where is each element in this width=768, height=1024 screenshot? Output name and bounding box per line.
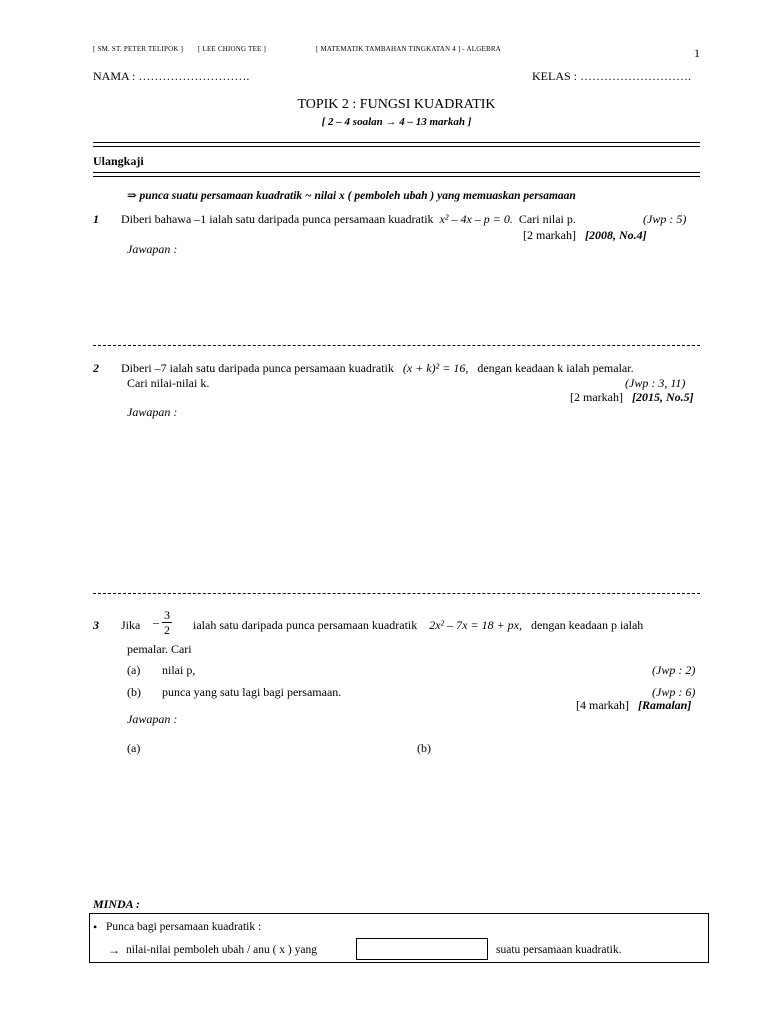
q1-source: [2008, No.4] — [584, 228, 647, 242]
q2-source: [2015, No.5] — [631, 390, 694, 404]
q3-marks: [4 markah] — [576, 698, 629, 712]
class-dots: ………………………. — [580, 69, 691, 83]
q3-frac-numerator: 3 — [164, 608, 170, 622]
q2-number: 2 — [93, 361, 99, 375]
q3-equation: 2x² – 7x = 18 + px, — [429, 618, 523, 632]
q2-jwp: (Jwp : 3, 11) — [625, 376, 686, 390]
page-subtitle: [ 2 – 4 soalan → 4 – 13 markah ] — [321, 116, 472, 128]
section-divider — [93, 172, 700, 177]
q2-marks: [2 markah] — [570, 390, 623, 404]
q3-answer-a: (a) — [127, 741, 141, 755]
q1-equation: x² – 4x – p = 0. — [439, 212, 513, 226]
q1-text-a: Diberi bahawa –1 ialah satu daripada punca persamaan kuadratik — [121, 212, 434, 226]
q3-text-a: ialah satu daripada punca persamaan kuadratik — [193, 618, 418, 632]
q3-source: [Ramalan] — [637, 698, 692, 712]
minda-heading: MINDA : — [93, 897, 141, 911]
q3-text — [193, 618, 643, 633]
q3-answer-b: (b) — [417, 741, 431, 755]
section-heading: Ulangkaji — [93, 154, 144, 168]
q2-equation: (x + k)² = 16, — [402, 361, 469, 375]
minda-line2-a: nilai-nilai pemboleh ubah / anu ( x ) yang — [126, 944, 317, 956]
header-subject: [ MATEMATIK TAMBAHAN TINGKATAN 4 ] - ALGEBRA — [316, 45, 501, 53]
q3-part-b-jwp: (Jwp : 6) — [652, 685, 696, 699]
q2-line2: Cari nilai-nilai k. — [127, 376, 210, 390]
q3-part-b-text: punca yang satu lagi bagi persamaan. — [162, 685, 342, 699]
q3-fraction — [153, 608, 172, 637]
q1-text-b: Cari nilai p. — [518, 212, 576, 226]
page-title: TOPIK 2 : FUNGSI KUADRATIK — [297, 97, 496, 112]
name-dots: ………………………. — [138, 69, 250, 83]
q3-answer-label: Jawapan : — [127, 712, 178, 726]
q3-marks-line — [576, 698, 691, 713]
minda-blank-box[interactable] — [356, 938, 488, 960]
q2-marks-line — [570, 390, 694, 405]
q3-frac-sign: – — [153, 615, 159, 629]
minda-line1: Punca bagi persamaan kuadratik : — [106, 921, 262, 933]
title-divider — [93, 142, 700, 147]
q1-text — [121, 212, 576, 227]
q3-text-b: dengan keadaan p ialah — [531, 618, 644, 632]
name-field — [93, 69, 249, 84]
q2-text-a: Diberi –7 ialah satu daripada punca persamaan kuadratik — [121, 361, 394, 375]
q1-marks: [2 markah] — [523, 228, 576, 242]
q3-part-a-text: nilai p, — [162, 663, 196, 677]
name-label: NAMA : — [93, 69, 136, 83]
section-note: ⇒ punca suatu persamaan kuadratik ~ nilai x ( pemboleh ubah ) yang memuaskan persamaan — [127, 190, 576, 202]
q2-divider — [93, 593, 700, 594]
q3-frac-denominator: 2 — [164, 623, 170, 637]
q1-answer-label: Jawapan : — [127, 242, 178, 256]
q3-part-a-jwp: (Jwp : 2) — [652, 663, 696, 677]
class-label: KELAS : — [532, 69, 577, 83]
q3-line2: pemalar. Cari — [127, 642, 192, 656]
q2-text-b: dengan keadaan k ialah pemalar. — [477, 361, 634, 375]
minda-bullet: • — [93, 920, 98, 934]
q3-jika: Jika — [121, 618, 141, 632]
q1-number: 1 — [93, 212, 99, 226]
class-field — [532, 69, 691, 84]
q1-divider — [93, 345, 700, 346]
header-school: [ SM. ST. PETER TELIPOK ] — [93, 45, 184, 53]
q1-marks-line — [523, 228, 647, 243]
minda-arrow-icon: → — [108, 943, 120, 957]
q1-jwp: (Jwp : 5) — [643, 212, 687, 226]
q3-part-b-label: (b) — [127, 685, 141, 699]
q2-text — [121, 361, 634, 376]
header-teacher: [ LEE CHIONG TEE ] — [198, 45, 267, 53]
page-number: 1 — [694, 46, 700, 60]
q3-number: 3 — [93, 618, 99, 632]
minda-line2-b: suatu persamaan kuadratik. — [496, 944, 622, 956]
q3-part-a-label: (a) — [127, 663, 141, 677]
q2-answer-label: Jawapan : — [127, 405, 178, 419]
